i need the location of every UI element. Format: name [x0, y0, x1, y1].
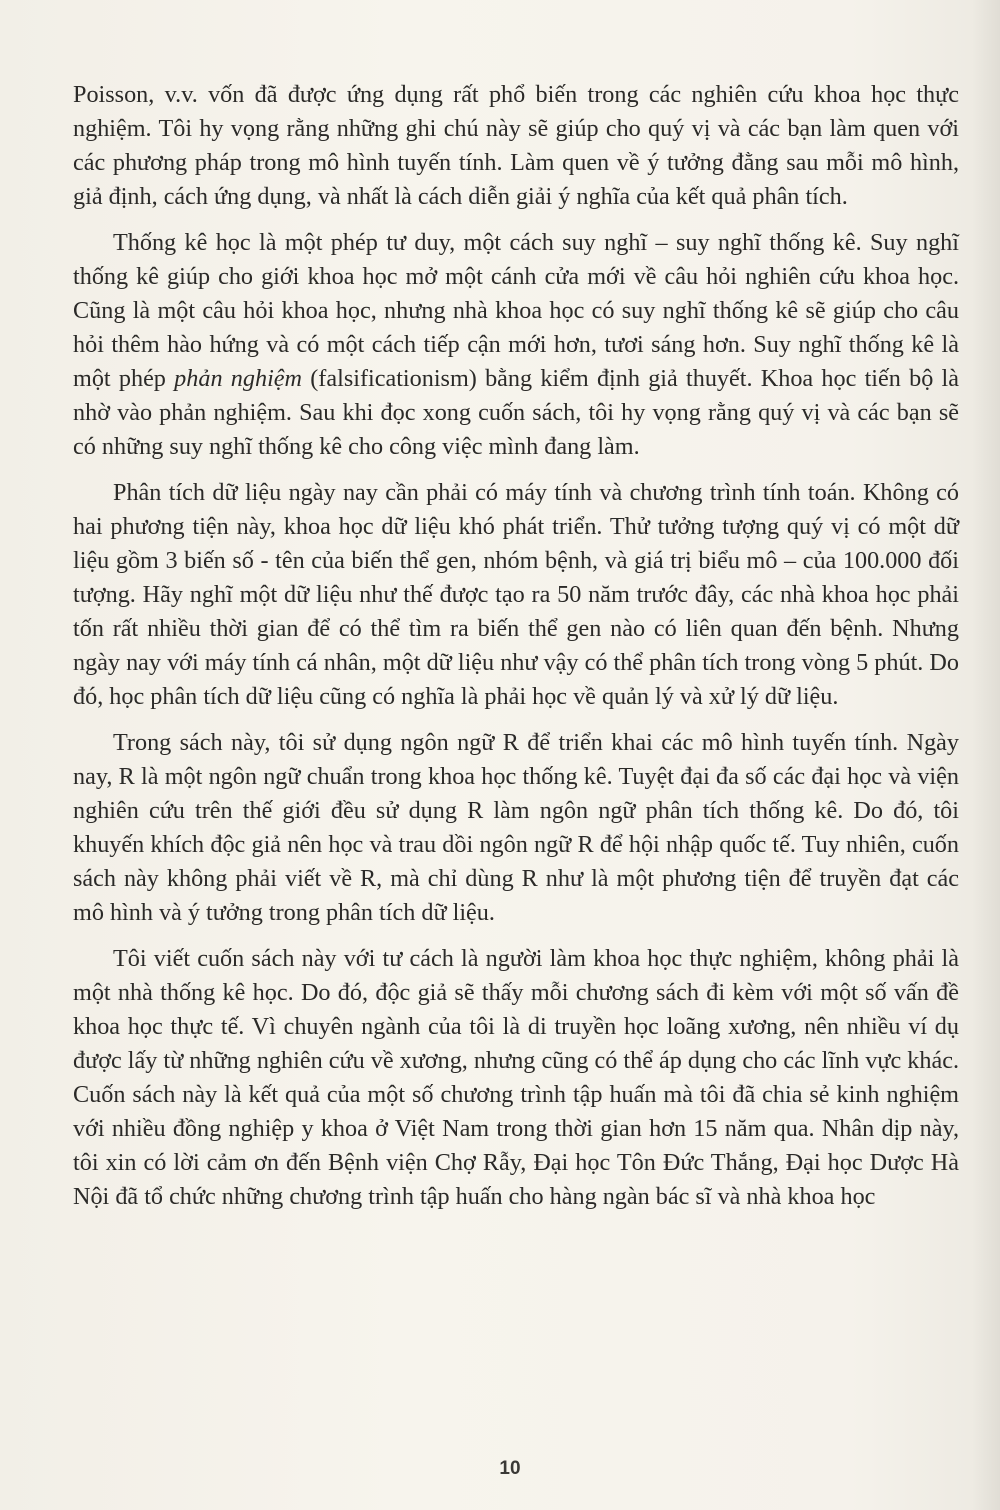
- body-text: [73, 78, 959, 1226]
- paragraph-2-text-end: (falsificationism) bằng kiểm định giả thuyết. Khoa học tiến bộ là nhờ vào phản nghiệm. Sau khi đọc xong cuốn sách, tôi hy vọng rằng quý vị và các bạn sẽ có những suy nghĩ thống kê cho công việc mình đang làm.: [73, 365, 959, 460]
- paragraph-4-text: Trong sách này, tôi sử dụng ngôn ngữ R để triển khai các mô hình tuyến tính. Ngày nay, R là một ngôn ngữ chuẩn trong khoa học thống kê. Tuyệt đại đa số các đại học và viện nghiên cứu trên thế giới đều sử dụng R làm ngôn ngữ phân tích thống kê. Do đó, tôi khuyến khích độc giả nên học và trau dồi ngôn ngữ R để hội nhập quốc tế. Tuy nhiên, cuốn sách này không phải viết về R, mà chỉ dùng R như là một phương tiện để truyền đạt các mô hình và ý tưởng trong phân tích dữ liệu.: [73, 729, 959, 926]
- paragraph-1: [73, 78, 959, 214]
- paragraph-4: [73, 726, 959, 930]
- paragraph-1-text: Poisson, v.v. vốn đã được ứng dụng rất phổ biến trong các nghiên cứu khoa học thực nghiệm. Tôi hy vọng rằng những ghi chú này sẽ giúp cho quý vị và các bạn làm quen với các phương pháp trong mô hình tuyến tính. Làm quen về ý tưởng đằng sau mỗi mô hình, giả định, cách ứng dụng, và nhất là cách diễn giải ý nghĩa của kết quả phân tích.: [73, 81, 959, 210]
- paragraph-2: [73, 226, 959, 464]
- paragraph-5-text: Tôi viết cuốn sách này với tư cách là người làm khoa học thực nghiệm, không phải là một nhà thống kê học. Do đó, độc giả sẽ thấy mỗi chương sách đi kèm với một số vấn đề khoa học thực tế. Vì chuyên ngành của tôi là di truyền học loãng xương, nên nhiều ví dụ được lấy từ những nghiên cứu về xương, nhưng cũng có thể áp dụng cho các lĩnh vực khác. Cuốn sách này là kết quả của một số chương trình tập huấn mà tôi đã chia sẻ kinh nghiệm với nhiều đồng nghiệp y khoa ở Việt Nam trong thời gian hơn 15 năm qua. Nhân dịp này, tôi xin có lời cảm ơn đến Bệnh viện Chợ Rẫy, Đại học Tôn Đức Thắng, Đại học Dược Hà Nội đã tổ chức những chương trình tập huấn cho hàng ngàn bác sĩ và nhà khoa học: [73, 945, 959, 1210]
- paragraph-2-text-start: Thống kê học là một phép tư duy, một cách suy nghĩ – suy nghĩ thống kê. Suy nghĩ thống kê giúp cho giới khoa học mở một cánh cửa mới về câu hỏi nghiên cứu khoa học. Cũng là một câu hỏi khoa học, nhưng nhà khoa học có suy nghĩ thống kê sẽ giúp cho câu hỏi thêm hào hứng và có một cách tiếp cận mới hơn, tươi sáng hơn. Suy nghĩ thống kê là một phép: [73, 229, 959, 392]
- page-number: 10: [499, 1458, 521, 1479]
- paragraph-2-italic-term: phản nghiệm: [174, 365, 302, 392]
- paragraph-5: [73, 942, 959, 1214]
- paragraph-3: [73, 476, 959, 714]
- paragraph-3-text: Phân tích dữ liệu ngày nay cần phải có máy tính và chương trình tính toán. Không có hai phương tiện này, khoa học dữ liệu khó phát triển. Thử tưởng tượng quý vị có một dữ liệu gồm 3 biến số - tên của biến thể gen, nhóm bệnh, và giá trị biểu mô – của 100.000 đối tượng. Hãy nghĩ một dữ liệu như thế được tạo ra 50 năm trước đây, các nhà khoa học phải tốn rất nhiều thời gian để có thể tìm ra biến thể gen nào có liên quan đến bệnh. Nhưng ngày nay với máy tính cá nhân, một dữ liệu như vậy có thể phân tích trong vòng 5 phút. Do đó, học phân tích dữ liệu cũng có nghĩa là phải học về quản lý và xử lý dữ liệu.: [73, 479, 959, 710]
- page-edge-shadow: [972, 0, 1000, 1510]
